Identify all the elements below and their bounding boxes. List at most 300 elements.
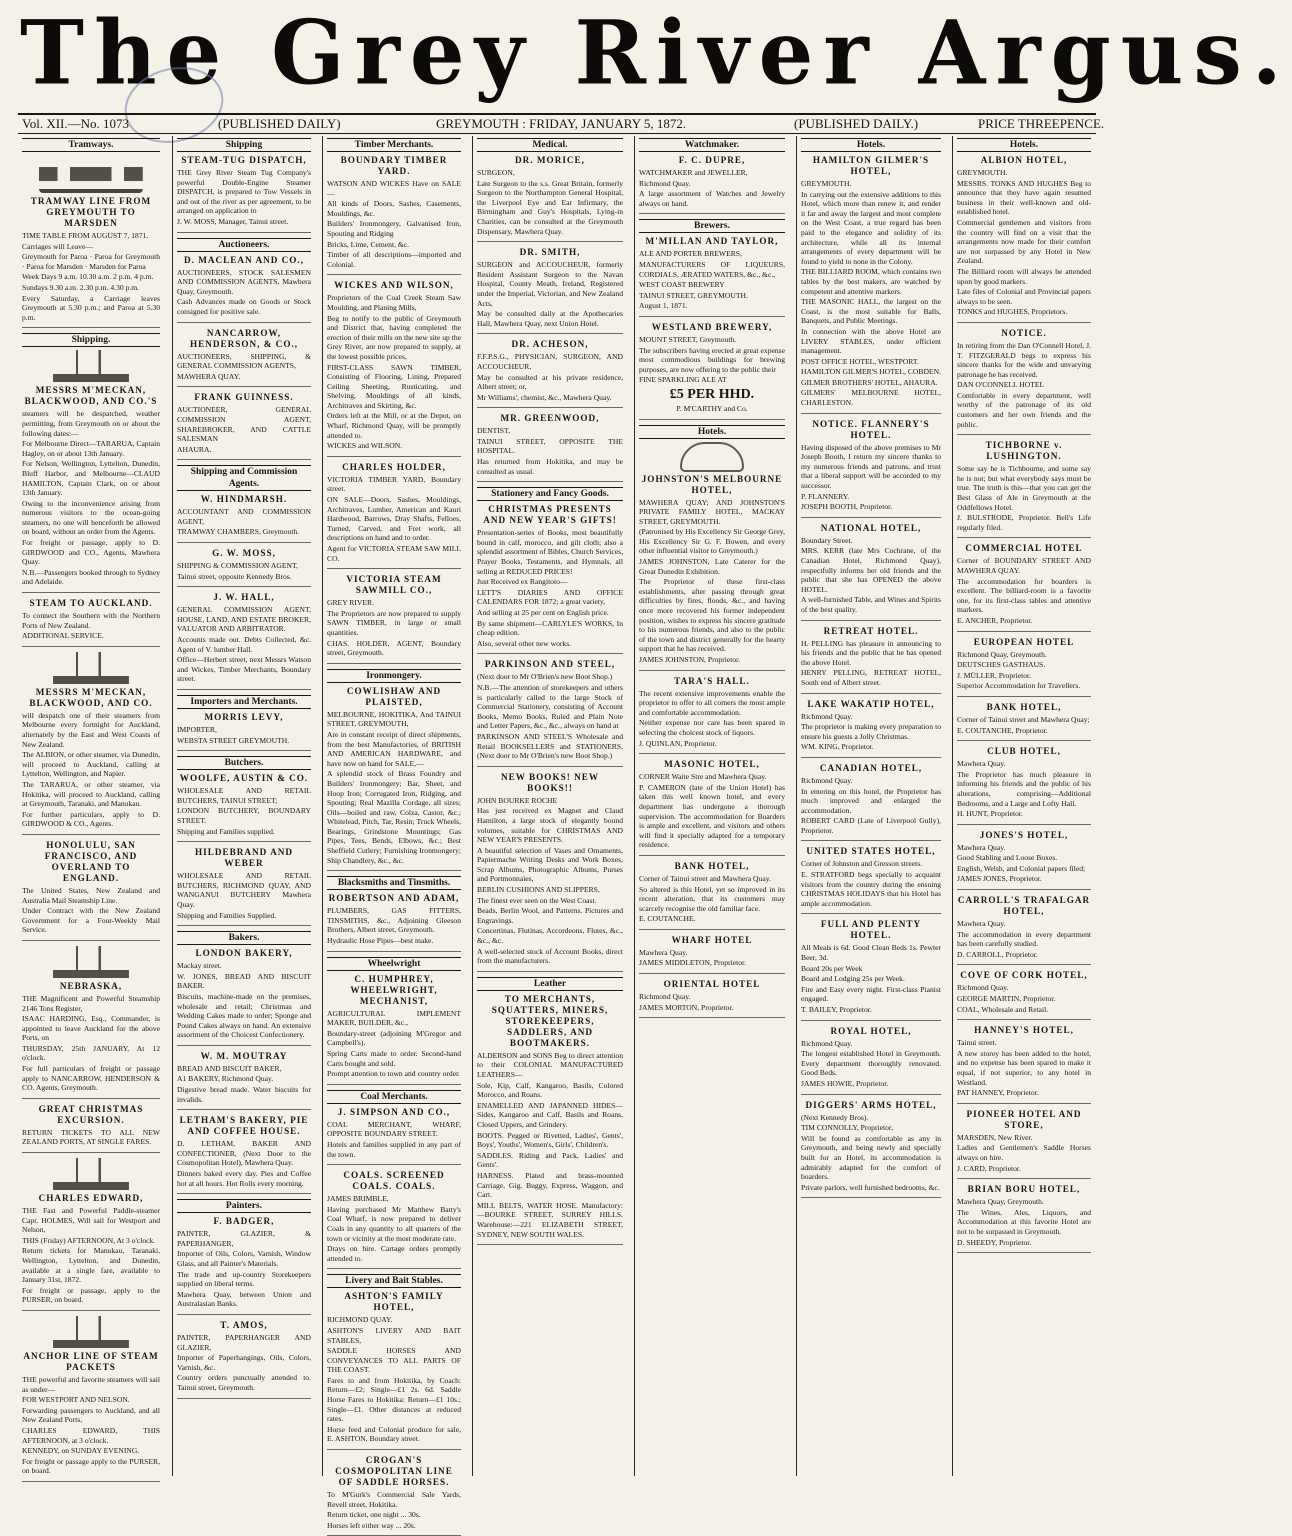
section-heading: Bakers.	[177, 931, 311, 945]
ad-text-line: The longest established Hotel in Greymouth. Every department thoroughly renovated. Good Beds.	[801, 1049, 941, 1078]
ad-text-line: Late files of Colonial and Provincial papers always to be seen.	[957, 287, 1091, 306]
ad-heading: M'MILLAN AND TAYLOR,	[645, 236, 779, 247]
ad-text-line: J. BULSTRODE, Proprietor. Bell's Life regularly filed.	[957, 513, 1091, 532]
section-heading: Coal Merchants.	[327, 1090, 461, 1104]
ad-text-line: Concertinas, Flutinas, Accordeons, Flutes, &c., &c., &c.	[477, 926, 623, 946]
ad-heading: MR. GREENWOOD,	[500, 413, 600, 424]
column-4	[472, 136, 627, 1476]
advertisement	[327, 1455, 461, 1536]
ad-text-line: Return ticket, one night ... 30s.	[327, 1510, 421, 1520]
advertisement	[177, 255, 311, 323]
ad-text-line: Shipping and Families supplied.	[177, 826, 275, 836]
ad-heading: W. M. MOUTRAY	[200, 1050, 288, 1061]
ad-text-line: Mawhera Quay.	[957, 842, 1006, 852]
section-heading: Importers and Merchants.	[177, 695, 311, 709]
ad-text-line: Richmond Quay.	[801, 711, 853, 721]
ad-text-line: The Wines, Ales, Liquors, and Accommodation at this favorite Hotel are not to be surpassed in Greymouth.	[957, 1207, 1091, 1236]
ad-text-line: Horse feed and Colonial produce for sale, E. ASHTON, Boundary street.	[327, 1424, 461, 1444]
ad-heading: CHARLES EDWARD,	[38, 1193, 144, 1204]
ad-text-line: Having purchased Mr Matthew Batty's Coal Wharf, is now prepared to deliver Coals in any quantity to all quarters of the town or vicinity at the most moderate rate.	[327, 1204, 461, 1243]
ad-text-line: MOUNT STREET, Greymouth.	[639, 334, 737, 344]
ad-heading: WESTLAND BREWERY,	[651, 321, 773, 332]
ad-text-line: Mawhera Quay, Greymouth.	[957, 1197, 1044, 1207]
ship-image	[53, 1158, 129, 1190]
price: PRICE THREEPENCE.	[978, 116, 1105, 131]
ad-text-line: SHIPPING & COMMISSION AGENT,	[177, 561, 298, 571]
ad-text-line: TAINUI STREET, OPPOSITE THE HOSPITAL.	[477, 436, 623, 456]
ad-text-line: ALE AND PORTER BREWERS,	[639, 249, 742, 259]
ad-text-line: Hotels and families supplied in any part of the town.	[327, 1139, 461, 1159]
ad-text-line: will despatch one of their steamers from Melbourne every fortnight for Auckland, alternately by the East and West Coasts of New Zealand.	[22, 710, 160, 749]
ad-text-line: A new storey has been added to the hotel, and no expense has been spared to make it equal, if not superior, to any hotel in Westland.	[957, 1048, 1091, 1087]
advertisement	[801, 419, 941, 518]
ad-heading: CARROLL'S TRAFALGAR HOTEL,	[957, 895, 1091, 917]
ad-text-line: HARNESS. Plated and brass-mounted Carriage, Gig, Buggy, Express, Waggon, and Cart.	[477, 1170, 623, 1200]
advertisement	[957, 895, 1091, 965]
advertisement	[801, 626, 941, 694]
ad-text-line: PAT HANNEY, Proprietor.	[957, 1088, 1039, 1098]
ad-text-line: Some say he is Tichbourne, and some say he is not; but what everybody says must be true. The truth is this—that you can get the Best Glass of Ale in Greymouth at the Oddfellows Hotel.	[957, 464, 1091, 512]
ad-signature: P. M'CARTHY and Co.	[676, 403, 748, 413]
ad-heading: CANADIAN HOTEL,	[819, 762, 923, 773]
section-heading: Watchmaker.	[639, 138, 785, 152]
ad-text-line: ACCOUNTANT AND COMMISSION AGENT,	[177, 507, 311, 526]
ad-text-line: FINE SPARKLING ALE AT	[639, 375, 727, 385]
ad-text-line: The accommodation in every department has been carefully studied.	[957, 929, 1091, 949]
dateline	[18, 113, 1105, 134]
ad-text-line: P. FLANNERY.	[801, 491, 850, 501]
ad-text-line: ALDERSON and SONS Beg to direct attention to their COLONIAL MANUFACTURED LEATHERS—	[477, 1050, 623, 1079]
section-heading: Shipping.	[22, 333, 160, 347]
ad-heading: COVE OF CORK HOTEL,	[960, 970, 1088, 981]
ad-text-line: HENRY PELLING, RETREAT HOTEL, South end of Albert street.	[801, 668, 941, 687]
ad-text-line: The ALBION, or other steamer, via Dunedin, will proceed to Auckland, calling at Lyttelton, Wellington, and Napier.	[22, 750, 160, 779]
ad-text-line: LONDON BUTCHERY, BOUNDARY STREET.	[177, 806, 311, 825]
advertisement	[327, 280, 461, 457]
ad-text-line: MELBOURNE, HOKITIKA, And TAINUI STREET, GREYMOUTH,	[327, 709, 461, 729]
ad-text-line: Are in constant receipt of direct shipments, from the best Manufactories, of BRITISH AND AMERICAN HARDWARE, and have now on hand for SALE,—	[327, 729, 461, 768]
advertisement	[957, 746, 1091, 825]
ad-text-line: Commercial gentlemen and visitors from the country will find on a visit that the arrangements now made for their comfort are not surpassed by any Hotel in New Zealand.	[957, 217, 1091, 266]
ad-text-line: LETT'S DIARIES AND OFFICE CALENDARS FOR 1872; a great variety,	[477, 587, 623, 607]
ad-heading: BOUNDARY TIMBER YARD.	[340, 155, 448, 176]
ad-text-line: All Meals is 6d. Good Clean Beds 1s. Pewter Beer, 3d.	[801, 943, 941, 963]
advertisement	[177, 1216, 311, 1315]
section-heading: Wheelwright	[327, 957, 461, 971]
ad-text-line: PARKINSON AND STEEL'S Wholesale and Retail BOOKSELLERS and STATIONERS, (Next door to Mr O'Brien's new Boot Shop.)	[477, 731, 623, 761]
ad-text-line: Importer of Oils, Colors, Varnish, Window Glass, and all Painter's Materials.	[177, 1249, 311, 1268]
royal-crest	[680, 442, 744, 472]
ad-text-line: N.B.—The attention of storekeepers and others is particularly called to the large Stock of Commercial Stationery, consisting of Account Books, Memo Books, Ruled and Plain Note and Letter Papers, &c., &c., always on hand at	[477, 682, 623, 731]
section-heading: Butchers.	[177, 756, 311, 770]
ad-text-line: Mawhera Quay.	[957, 759, 1006, 769]
advertisement	[957, 830, 1091, 890]
advertisement	[639, 861, 785, 930]
section-heading: Auctioneers.	[177, 238, 311, 252]
ad-text-line: The trade and up-country Storekeepers supplied on liberal terms.	[177, 1269, 311, 1289]
ad-text-line: Biscuits, machine-made on the premises, wholesale and retail; Christmas and Wedding Cakes made to order; Sponge and Pound Cakes always on hand. An extensive assortment of the Choicest Confectionery.	[177, 991, 311, 1040]
ad-heading: D. MACLEAN AND CO.,	[183, 254, 305, 265]
advertisement	[177, 1051, 311, 1110]
ad-text-line: Under Contract with the New Zealand Government for a Four-Weekly Mail Service.	[22, 906, 160, 935]
section-heading: Hotels.	[957, 138, 1091, 152]
ad-text-line: CHARLES EDWARD, THIS AFTERNOON, at 3 o'clock.	[22, 1425, 160, 1445]
ad-text-line: Mawhera Quay, between Union and Australasian Banks.	[177, 1289, 311, 1309]
ad-text-line: TAINUI STREET, GREYMOUTH.	[639, 290, 748, 300]
ad-text-line: For Melbourne Direct—TARARUA, Captain Hagley, on or about 13th January.	[22, 439, 160, 458]
ad-text-line: J. W. MOSS, Manager, Tainui street.	[177, 216, 289, 226]
ad-text-line: JOHN BOURKE ROCHE	[477, 795, 558, 805]
advertisement	[639, 935, 785, 974]
ad-text-line: WATSON AND WICKES Have on SALE—	[327, 179, 461, 198]
ad-price: £5 PER HHD.	[669, 386, 755, 402]
advertisement	[177, 1115, 311, 1194]
ad-text-line: E. COUTANCHE.	[639, 914, 696, 924]
advertisement	[639, 322, 785, 420]
ad-text-line: H. HUNT, Proprietor.	[957, 809, 1023, 819]
advertisement	[327, 893, 461, 951]
ad-text-line: E. ANCHER, Proprietor.	[957, 615, 1033, 625]
advertisement	[639, 236, 785, 317]
advertisement	[639, 676, 785, 755]
ad-text-line: WEST COAST BREWERY	[639, 280, 725, 290]
ad-heading: BANK HOTEL,	[674, 860, 750, 871]
ad-text-line: D. CARROLL, Proprietor.	[957, 949, 1038, 959]
ad-text-line: SADDLE HORSES AND CONVEYANCES TO ALL PARTS OF THE COAST.	[327, 1346, 461, 1375]
section-heading: Blacksmiths and Tinsmiths.	[327, 876, 461, 890]
ad-text-line: The United States, New Zealand and Australia Mail Steamship Line.	[22, 885, 160, 905]
advertisement	[477, 339, 623, 408]
ad-text-line: WM. KING, Proprietor.	[801, 742, 874, 752]
advertisement	[957, 1025, 1091, 1104]
ad-text-line: Shipping and Families Supplied.	[177, 910, 277, 920]
ad-text-line: Spring Carts made to order. Second-hand Carts bought and sold.	[327, 1049, 461, 1068]
ad-text-line: Presentation-series of Books, most beautifully bound in calf, morocco, and gilt cloth; also a splendid assortment of Bibles, Church Services, Prayer Books, Testaments, and Hymnals, all selling at REDUCED PRICES!	[477, 528, 623, 576]
ad-heading: C. HUMPHREY, WHEELWRIGHT, MECHANIST,	[350, 973, 438, 1006]
ad-heading: NEBRASKA,	[59, 980, 123, 991]
ad-text-line: ASHTON'S LIVERY AND BAIT STABLES,	[327, 1325, 461, 1345]
ad-text-line: CORNER Waite Stre and Mawhera Quay.	[639, 772, 767, 782]
column-3	[322, 136, 465, 1530]
ad-heading: JONES'S HOTEL,	[979, 829, 1069, 840]
ad-text-line: E. COUTANCHE, Proprietor.	[957, 725, 1048, 735]
ad-text-line: May be consulted at his private residence, Albert street; or,	[477, 372, 623, 392]
ad-text-line: Owing to the inconvenience arising from numerous visitors to the ocean-going steamers, no one will henceforth be allowed on board, without an order from the Agents.	[22, 498, 160, 537]
ad-heading: F. C. DUPRE,	[678, 155, 746, 165]
ad-text-line: Private parlors, well furnished bedrooms, &c.	[801, 1182, 940, 1192]
ad-text-line: The TARARUA, or other steamer, via Hokitika, will proceed to Auckland, calling at Greymouth, Taranaki, and Manukau.	[22, 779, 160, 809]
ad-heading: DR. MORICE,	[515, 155, 585, 165]
ad-heading: ROYAL HOTEL,	[830, 1025, 912, 1036]
ad-text-line: DENTIST,	[477, 426, 510, 436]
ad-heading: MASONIC HOTEL,	[664, 759, 760, 770]
ad-text-line: Good Stabling and Loose Boxes.	[957, 853, 1058, 863]
ad-text-line: For further particulars, apply to D. GIRDWOOD & CO., Agents.	[22, 809, 160, 829]
ad-text-line: JAMES JOHNSTON, Late Caterer for the Great Dunedin Exhibition.	[639, 557, 785, 576]
ad-text-line: In connection with the above Hotel are LIVERY STABLES, under efficient management.	[801, 326, 941, 356]
place-and-date: GREYMOUTH : FRIDAY, JANUARY 5, 1872.	[436, 116, 687, 131]
advertisement	[477, 659, 623, 766]
advertisement	[477, 504, 623, 654]
advertisement	[801, 155, 941, 414]
ad-text-line: Richmond Quay.	[639, 178, 691, 188]
ad-text-line: JAMES HOWIE, Proprietor.	[801, 1078, 889, 1088]
ad-text-line: MILL BELTS, WATER HOSE. Manufactory:—BOURKE STREET, SURREY HILLS. Warehouse:—221 ELIZABETH STREET, SYDNEY, NEW SOUTH WALES.	[477, 1200, 623, 1239]
ad-text-line: For freight or passage, apply to D. GIRDWOOD and CO., Agents, Mawhera Quay.	[22, 538, 160, 567]
ad-heading: FRANK GUINNESS.	[194, 392, 294, 403]
section-heading: Hotels.	[639, 425, 785, 439]
ship-image	[53, 350, 129, 382]
advertisement	[801, 699, 941, 758]
ad-text-line: August 1, 1871.	[639, 301, 688, 311]
ad-text-line: Having disposed of the above premises to Mr Joseph Booth, I return my sincere thanks to my numerous friends and patrons, and trust that a liberal support will be accorded to my successor.	[801, 442, 941, 491]
section-heading: Shipping and Commission Agents.	[177, 465, 311, 491]
section-heading: Brewers.	[639, 219, 785, 233]
ad-text-line: Sole, Kip, Calf, Kangaroo, Basils, Colored Morocco, and Roans.	[477, 1080, 623, 1100]
ad-heading: NOTICE.	[1001, 327, 1047, 338]
advertisement	[639, 442, 785, 671]
advertisement	[957, 1184, 1091, 1253]
ad-heading: DR. SMITH,	[519, 247, 581, 258]
advertisement	[639, 759, 785, 856]
ad-text-line: Dinners baked every day. Pies and Coffee hot at all hours. Hot Rolls every morning.	[177, 1169, 311, 1188]
ad-text-line: Corner of BOUNDARY STREET AND MAWHERA QUAY.	[957, 556, 1091, 575]
ad-text-line: Agent for VICTORIA STEAM SAW MILL CO.	[327, 544, 461, 563]
advertisement	[177, 712, 311, 751]
ad-text-line: GENERAL COMMISSION AGENT, HOUSE, LAND, AND ESTATE BROKER, VALUATOR AND ARBITRATOR.	[177, 605, 311, 634]
ad-heading: LAKE WAKATIP HOTEL,	[807, 698, 935, 709]
ad-text-line: BREAD AND BISCUIT BAKER,	[177, 1063, 282, 1073]
ad-heading: COMMERCIAL HOTEL	[965, 543, 1083, 554]
column-2	[172, 136, 315, 1476]
ad-heading: NOTICE. FLANNERY'S HOTEL.	[812, 418, 930, 440]
section-heading: Hotels.	[801, 138, 941, 152]
ad-text-line: Prompt attention to town and country order.	[327, 1069, 461, 1079]
ad-text-line: JAMES BRIMBLE,	[327, 1194, 389, 1204]
ad-heading: ALBION HOTEL,	[980, 155, 1068, 165]
ad-text-line: Mackay street.	[177, 961, 222, 971]
ad-heading: WOOLFE, AUSTIN & CO.	[179, 773, 309, 784]
ad-text-line: GEORGE MARTIN, Proprietor.	[957, 994, 1056, 1004]
ad-text-line: A well-furnished Table, and Wines and Spirits of the best quality.	[801, 595, 941, 614]
ad-text-line: ROBERT CARD (Late of Liverpool Gully), Proprietor.	[801, 816, 941, 835]
ad-text-line: JAMES JOHNSTON, Proprietor.	[639, 655, 741, 664]
ad-text-line: Accounts made out. Debts Collected, &c. Agent of V. lumber Hall.	[177, 635, 311, 654]
ad-text-line: THE Fast and Powerful Paddle-steamer Capt. HOLMES, Will sail for Westport and Nelson,	[22, 1206, 160, 1235]
column-7	[952, 136, 1095, 1476]
advertisement	[957, 702, 1091, 741]
ad-text-line: The Proprietor has much pleasure in informing his friends and the public of his alterations, comprising—Additional Bedrooms, and a Large and Lofty Hall.	[957, 769, 1091, 808]
advertisement	[327, 1291, 461, 1450]
ad-text-line: THE powerful and favorite steamers will sail as under—	[22, 1374, 160, 1394]
advertisement	[801, 919, 941, 1020]
ad-text-line: WHOLESALE AND RETAIL BUTCHERS, TAINUI STREET;	[177, 786, 311, 805]
advertisement	[639, 979, 785, 1018]
ad-text-line: Superior Accommodation for Travellers.	[957, 681, 1081, 691]
ad-heading: J. SIMPSON AND CO.,	[337, 1106, 451, 1117]
ad-text-line: GILMERS' MELBOURNE HOTEL, CHARLESTON.	[801, 388, 941, 408]
ad-text-line: Carriages will Leave—	[22, 241, 93, 251]
ad-heading: FULL AND PLENTY HOTEL.	[820, 919, 922, 941]
ad-text-line: WATCHMAKER and JEWELLER,	[639, 168, 748, 177]
ad-text-line: A well-selected stock of Account Books, direct from the manufacturers.	[477, 946, 623, 966]
ad-text-line: VICTORIA TIMBER YARD, Boundary street.	[327, 474, 461, 494]
advertisement	[22, 1316, 160, 1482]
ad-text-line: CHAS. HOLDER, AGENT, Boundary street, Greymouth.	[327, 638, 461, 658]
ad-heading: MORRIS LEVY,	[204, 712, 284, 722]
ad-text-line: WHOLESALE AND RETAIL BUTCHERS, RICHMOND QUAY, AND WANGANUI BUTCHERY Mawhera Quay.	[177, 871, 311, 909]
ad-text-line: Also, several other new works.	[477, 638, 572, 648]
published-left: (PUBLISHED DAILY)	[218, 116, 341, 131]
ad-heading: CROGAN'S COSMOPOLITAN LINE OF SADDLE HORSES.	[335, 1455, 453, 1488]
advertisement	[477, 247, 623, 334]
ad-heading: CHRISTMAS PRESENTS AND NEW YEAR'S GIFTS!	[483, 504, 617, 526]
ad-heading: ANCHOR LINE OF STEAM PACKETS	[23, 1350, 159, 1372]
ad-text-line: AUCTIONEER, GENERAL COMMISSION AGENT, SHAREBROKER, AND CATTLE SALESMAN	[177, 405, 311, 444]
ad-text-line: Has returned from Hokitika, and may be consulted as usual.	[477, 457, 623, 476]
ship-image	[53, 652, 129, 684]
ad-text-line: T. BAILEY, Proprietor.	[801, 1005, 872, 1014]
ad-text-line: Every Saturday, a Carriage leaves Greymouth at 5.30 p.m.; and Paroa at 5.30 p.m.	[22, 293, 160, 322]
ad-text-line: Horses left either way ... 20s.	[327, 1520, 416, 1530]
ad-text-line: Proprietors of the Coal Creek Steam Saw Moulding, and Planing Mills,	[327, 293, 461, 312]
ad-text-line: AUCTIONEERS, SHIPPING, & GENERAL COMMISSION AGENTS,	[177, 351, 311, 371]
advertisement	[327, 574, 461, 664]
ad-heading: NANCARROW, HENDERSON, & CO.,	[189, 327, 299, 349]
ad-heading: ASHTON'S FAMILY HOTEL,	[344, 1291, 444, 1313]
ad-text-line: A1 BAKERY, Richmond Quay.	[177, 1074, 274, 1084]
ad-text-line: May be consulted daily at the Apothecaries Hall, Mawhera Quay, next Union Hotel.	[477, 309, 623, 328]
advertisement	[22, 350, 160, 593]
ad-heading: STEAM-TUG DISPATCH,	[181, 155, 307, 165]
ad-text-line: A splendid stock of Brass Foundry and Builders' Ironmongery; Bar, Sheet, and Hoop Iron; Corrugated Iron, Ridging, and Spouting; Real Mazilla Cordage, all sizes; Oils—boiled and raw, Colza, Castor, &c.; Whitelead, Pitch, Tar, Resin; Truck Wheels, Bearings, Grindstone Mountings; Gas Pipes, Tees, Bends, Elbows, &c.; Best Sheffield Cutlery; Furnishing Ironmongery; Ship Chandlery, &c., &c.	[327, 769, 461, 865]
section-heading: Shipping	[177, 138, 311, 152]
ad-text-line: MAWHERA QUAY.	[177, 371, 241, 381]
ad-heading: TICHBORNE v. LUSHINGTON.	[985, 440, 1063, 462]
section-heading: Livery and Bait Stables.	[327, 1274, 461, 1288]
ad-text-line: J. MÜLLER, Proprietor.	[957, 670, 1032, 680]
ad-heading: ORIENTAL HOTEL	[663, 979, 761, 990]
ad-text-line: DAN O'CONNELL HOTEL	[957, 380, 1045, 390]
ad-heading: GREAT CHRISTMAS EXCURSION.	[38, 1103, 144, 1125]
ad-text-line: For freight or passage, apply to the PURSER, on board.	[22, 1285, 160, 1305]
ad-text-line: MRS. KERR (late Mrs Cochrane, of the Canadian Hotel, Richmond Quay), respectfully informs her old friends and the public that she has OPENED the above HOTEL.	[801, 546, 941, 594]
ad-heading: STEAM TO AUCKLAND.	[29, 598, 153, 609]
advertisement	[957, 1109, 1091, 1179]
advertisement	[22, 1158, 160, 1311]
ad-text-line: AUCTIONEERS, STOCK SALESMEN AND COMMISSION AGENTS, Mawhera Quay, Greymouth.	[177, 267, 311, 296]
column-6	[796, 136, 945, 1476]
advertisement	[22, 946, 160, 1099]
ad-heading: TARA'S HALL.	[674, 675, 750, 686]
ad-text-line: Corner of Johnston and Gresson streets.	[801, 859, 923, 869]
ad-text-line: MANUFACTURERS OF LIQUEURS, CORDIALS, ÆRATED WATERS, &c., &c.,	[639, 259, 785, 279]
ad-text-line: MESSRS. TONKS AND HUGHES Beg to announce that they have again resumed business in their well-known and old-established hotel.	[957, 178, 1091, 217]
ad-text-line: Orders left at the Mill, or at the Depot, on Wharf, Richmond Quay, will be promptly attended to.	[327, 411, 461, 440]
ad-heading: RETREAT HOTEL.	[823, 625, 919, 636]
ad-text-line: GREY RIVER.	[327, 598, 374, 608]
advertisement	[177, 548, 311, 587]
ad-text-line: PAINTER, GLAZIER, & PAPERHANGER,	[177, 1229, 311, 1248]
ad-heading: ROBERTSON AND ADAM,	[328, 893, 460, 904]
ad-text-line: ISAAC HARDING, Esq., Commander, is appointed to leave Auckland for the above Ports, on	[22, 1014, 160, 1043]
ad-text-line: Has just received ex Magnet and Claud Hamilton, a large stock of elegantly bound volumes, suitable for CHRISTMAS AND NEW YEAR'S PRESENTS.	[477, 806, 623, 845]
ad-heading: EUROPEAN HOTEL	[973, 636, 1075, 647]
ad-text-line: (Patronised by His Excellency Sir George Grey, His Excellency Sir G. F. Bowen, and every other influential visitor to Greymouth.)	[639, 527, 785, 556]
ad-text-line: Comfortable in every department, well worthy of the patronage of its old customers and her own friends and the public.	[957, 390, 1091, 429]
ad-text-line: W. JONES, BREAD AND BISCUIT BAKER.	[177, 971, 311, 991]
ad-text-line: Corner of Tainui street and Mawhera Quay.	[639, 873, 771, 883]
advertisement	[957, 155, 1091, 323]
advertisement	[177, 948, 311, 1046]
ad-text-line: Just Received ex Rangitoto—	[477, 577, 568, 587]
ad-text-line: THE Magnificent and Powerful Steamship 2146 Tons Register,	[22, 993, 160, 1013]
ad-heading: LETHAM'S BAKERY, PIE AND COFFEE HOUSE.	[179, 1115, 309, 1137]
ad-heading: JOHNSTON'S MELBOURNE HOTEL,	[641, 473, 783, 495]
ad-text-line: Timber of all descriptions—imported and Colonial.	[327, 250, 461, 269]
ad-text-line: Return tickets for Manukau, Taranaki, Wellington, Lyttelton, and Dunedin, available at a single fare, available to January 31st, 1872.	[22, 1246, 160, 1285]
section-heading: Stationery and Fancy Goods.	[477, 487, 623, 501]
ad-text-line: In retiring from the Dan O'Connell Hotel, J. T. FITZGERALD begs to express his sincere thanks for the wide and unvarying patronage he has received.	[957, 340, 1091, 379]
advertisement	[327, 974, 461, 1085]
ad-text-line: POST OFFICE HOTEL, WESTPORT.	[801, 356, 919, 366]
ad-text-line: Sundays 9.30 a.m. 2.30 p.m. 4.30 p.m.	[22, 282, 140, 292]
ad-text-line: SADDLES. Riding and Pack, Ladies' and Gents'.	[477, 1150, 623, 1170]
ad-text-line: Richmond Quay.	[801, 775, 853, 785]
ad-text-line: J. CARD, Proprietor.	[957, 1163, 1021, 1173]
ad-heading: HAMILTON GILMER'S HOTEL,	[812, 155, 930, 176]
ad-text-line: Mawhera Quay.	[957, 919, 1006, 929]
advertisement	[477, 994, 623, 1245]
ad-heading: MESSRS M'MECKAN, BLACKWOOD, AND CO.	[29, 686, 153, 708]
published-right: (PUBLISHED DAILY.)	[794, 116, 919, 131]
ad-heading: W. HINDMARSH.	[200, 494, 288, 505]
advertisement	[177, 592, 311, 690]
section-heading: Ironmongery.	[327, 669, 461, 683]
ad-text-line: D. LETHAM, BAKER AND CONFECTIONER, (Next Door to the Cosmopolitan Hotel), Mawhera Quay.	[177, 1139, 311, 1168]
ad-text-line: The subscribers having erected at great expense most commodious buildings for brewing purposes, are now offering to the public their	[639, 345, 785, 374]
ad-text-line: TIM CONNOLLY, Proprietor,	[801, 1123, 894, 1133]
ad-heading: LONDON BAKERY,	[195, 948, 293, 959]
ad-text-line: Beads, Berlin Wool, and Patterns. Pictures and Engravings.	[477, 906, 623, 925]
advertisement	[477, 413, 623, 482]
ad-text-line: Hydraulic Hose Pipes—best make.	[327, 936, 434, 946]
ad-text-line: THE BILLIARD ROOM, which contains two tables by the best makers, are watched by competent and attentive markers.	[801, 267, 941, 296]
ad-heading: J. W. HALL,	[213, 592, 275, 603]
ad-heading: MESSRS M'MECKAN, BLACKWOOD, AND CO.'S	[24, 385, 158, 407]
ad-text-line: E. STRATFORD begs specially to acquaint visitors from the country during the ensuing CHRISTMAS HOLIDAYS that his Hotel has ample accommodation.	[801, 870, 941, 908]
ad-heading: PIONEER HOTEL AND STORE,	[966, 1108, 1082, 1130]
advertisement	[177, 155, 311, 233]
ad-text-line: TRAMWAY CHAMBERS, Greymouth.	[177, 527, 300, 537]
ad-text-line: For freight or passage apply to the PURSER, on board.	[22, 1456, 160, 1476]
ad-text-line: THIS (Friday) AFTERNOON, At 3 o'clock.	[22, 1235, 156, 1245]
ad-heading: F. BADGER,	[213, 1216, 275, 1227]
ad-text-line: The Proprietors are now prepared to supply SAWN TIMBER, in large or small quantities.	[327, 608, 461, 637]
ad-text-line: TIME TABLE FROM AUGUST 7, 1871.	[22, 231, 149, 240]
ad-text-line: The Billiard room will always be attended upon by good markers.	[957, 266, 1091, 286]
ad-text-line: (Next Kennedy Bros).	[801, 1112, 869, 1122]
section-heading: Medical.	[477, 138, 623, 152]
ad-text-line: And selling at 25 per cent on English price.	[477, 608, 609, 617]
advertisement	[177, 392, 311, 460]
ad-text-line: For Nelson, Wellington, Lyttelton, Dunedin, Bluff Harbor, and Melbourne—CLAUD HAMILTON, Captain Clark, on or about 13th January.	[22, 459, 160, 498]
ad-heading: CLUB HOTEL,	[987, 746, 1061, 757]
ship-image	[53, 1316, 129, 1348]
section-heading: Painters.	[177, 1199, 311, 1213]
advertisement	[477, 155, 623, 242]
ad-text-line: THURSDAY, 25th JANUARY, At 12 o'clock.	[22, 1043, 160, 1063]
